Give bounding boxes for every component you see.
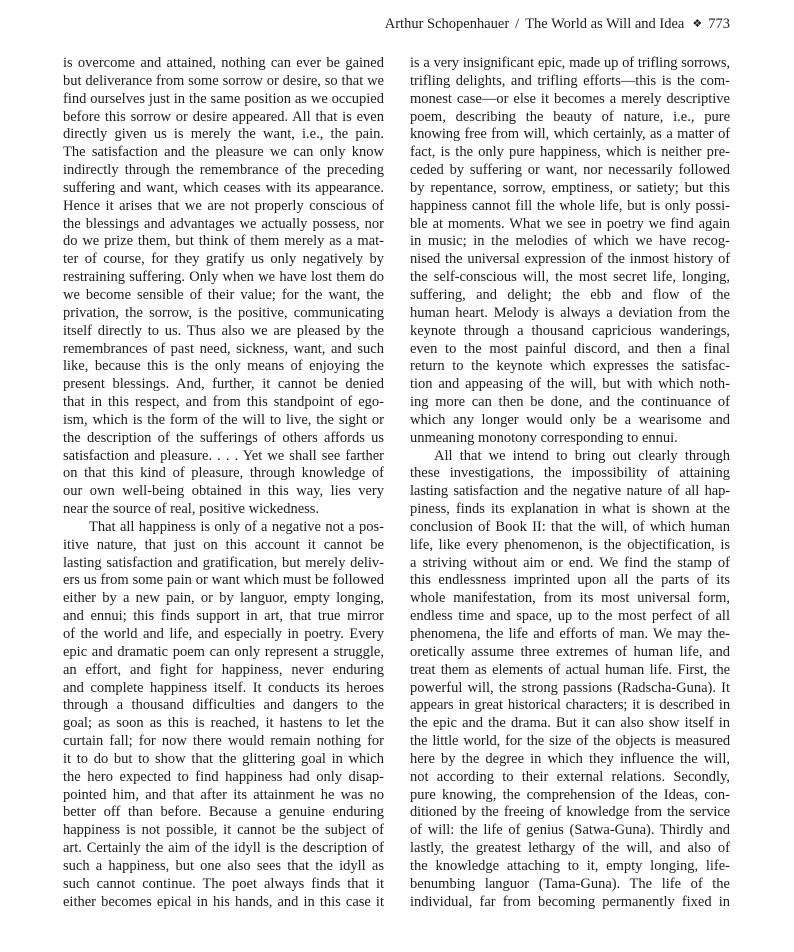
text-line: the hero expected to find happiness had only disap- [63, 768, 384, 785]
text-line: the blessings and advantages we actually possess, nor [63, 215, 384, 232]
text-line: itself directly to us. Thus also we are pleased by the [63, 322, 384, 339]
text-line: satisfaction and pleasure. . . . Yet we shall see farther [63, 447, 384, 464]
text-line: The satisfaction and the pleasure we can only know [63, 144, 384, 161]
text-line: lasting satisfaction and the negative nature of all hap- [410, 483, 730, 500]
text-line: pure knowing, the comprehension of the Ideas, con- [410, 786, 730, 803]
header-separator: / [515, 16, 520, 32]
diamond-ornament-icon: ❖ [692, 18, 703, 30]
text-line: even to the most painful discord, and then a final [410, 340, 730, 357]
text-line: is a very insignificant epic, made up of trifling sorrows, [410, 55, 730, 71]
text-line: better off than before. Because a genuine enduring [63, 804, 384, 821]
text-line: it to do but to show that the glittering goal in which [63, 750, 384, 767]
text-line: this endlessness imprinted upon all the parts of its [410, 572, 730, 589]
text-line: and ennui; this finds support in art, that true mirror [63, 608, 384, 625]
text-line: poem, describing the beauty of nature, i.e., pure [410, 108, 730, 125]
text-line: art. Certainly the aim of the idyll is the description of [63, 840, 384, 857]
text-line: by repentance, sorrow, emptiness, or satiety; but this [410, 179, 730, 196]
paragraph-start-line: All that we intend to bring out clearly through [434, 447, 730, 464]
text-line: suffering, and delight; the ebb and flow of the [410, 286, 730, 303]
text-line: remembrances of past need, sickness, want, and such [63, 340, 384, 357]
text-line: benumbing languor (Tama-Guna). The life of the [410, 875, 730, 892]
text-line: oretically assume three extremes of human life, and [410, 643, 730, 660]
text-line: either becomes epical in his hands, and in this case it [63, 893, 384, 910]
text-line: directly given us is merely the want, i.e., the pain. [63, 126, 384, 143]
text-line: indirectly through the remembrance of the preceding [63, 162, 384, 179]
text-line: our own well-being obtained in this way, lies very [63, 483, 384, 500]
text-line: appears in great historical characters; it is described in [410, 697, 730, 714]
text-line: the little world, for the size of the objects is measured [410, 733, 730, 750]
text-line: Hence it arises that we are not properly conscious of [63, 197, 384, 214]
paragraph-end-line: unmeaning monotony corresponding to ennui. [410, 429, 678, 446]
text-line: such cannot continue. The poet always finds that it [63, 875, 384, 892]
text-line: phenomena, the life and efforts of man. We may the- [410, 626, 730, 642]
header-author: Arthur Schopenhauer [384, 16, 510, 32]
text-line: lastly, the greatest lethargy of the will, and also of [410, 840, 730, 857]
text-line: monest case—or else it becomes a merely descriptive [410, 90, 730, 107]
text-line: goal; as soon as this is reached, it hastens to let the [63, 715, 384, 732]
text-line: happiness cannot fill the whole life, but is only possi- [410, 197, 730, 214]
text-line: individual, far from becoming permanently fixed in [410, 893, 730, 910]
text-line: these investigations, the impossibility of attaining [410, 465, 730, 482]
text-line: find ourselves just in the same position as we occupied [63, 90, 384, 107]
text-line: the self-conscious will, the most secret life, longing, [410, 269, 730, 286]
text-line: lasting satisfaction and gratification, but merely deliv- [63, 554, 384, 571]
page-number: 773 [708, 16, 730, 32]
text-line: on that this kind of pleasure, through knowledge of [63, 465, 384, 482]
text-line: ceded by suffering or want, nor necessarily followed [410, 162, 730, 179]
text-line: we become sensible of their value; for the want, the [63, 286, 384, 303]
text-line: the description of the sufferings of others affords us [63, 429, 384, 446]
text-line: that in this respect, and from this standpoint of ego- [63, 394, 384, 411]
header-title: The World as Will and Idea [525, 16, 685, 32]
text-line: in music; in the melodies of which we have recog- [410, 233, 730, 250]
right-text-column [410, 55, 730, 912]
text-line: keynote through a thousand capricious wanderings, [410, 322, 730, 339]
text-line: here by the degree in which they influence the will, [410, 750, 730, 767]
text-line: the knowledge attaching to it, empty longing, life- [410, 857, 730, 874]
text-line: fact, is the only pure happiness, which is neither pre- [410, 144, 730, 161]
text-line: ism, which is the form of the will to live, the sight or [63, 411, 384, 428]
text-line: itive nature, that just on this account it cannot be [63, 536, 384, 553]
text-line: privation, the sorrow, is the positive, communicating [63, 304, 384, 321]
text-line: nised the universal expression of the inmost history of [410, 251, 730, 268]
text-line: human heart. Melody is always a deviation from the [410, 304, 730, 321]
text-line: the epic and the drama. But it can also show itself in [410, 715, 730, 732]
paragraph-end-line: near the source of real, positive wickedness. [63, 501, 320, 518]
text-line: do we prize them, but think of them merely as a mat- [63, 233, 384, 250]
text-line: ing more can then be done, and the continuance of [410, 394, 730, 411]
text-line: ers us from some pain or want which must be followed [63, 572, 384, 589]
text-line: endless time and space, up to the most perfect of all [410, 608, 730, 625]
paragraph-start-line: That all happiness is only of a negative not a pos- [89, 518, 384, 535]
text-line: which any longer would only be a wearisome and [410, 411, 730, 428]
text-line: knowing free from will, which certainly, as a matter of [410, 126, 730, 143]
text-line: not according to their external relations. Secondly, [410, 768, 730, 785]
text-line: such a happiness, but one also sees that the idyll as [63, 857, 384, 874]
text-line: but deliverance from some sorrow or desire, so that we [63, 72, 384, 89]
text-line: life, like every phenomenon, is the objectification, is [410, 536, 730, 553]
text-line: suffering and want, which ceases with its appearance. [63, 179, 384, 196]
text-line: ter of course, for they gratify us only negatively by [63, 251, 384, 268]
text-line: happiness is not possible, it cannot be the subject of [63, 822, 384, 839]
text-line: return to the keynote which expresses the satisfac- [410, 358, 730, 375]
text-line: and complete happiness itself. It conducts its heroes [63, 679, 384, 696]
text-line: powerful will, the strong passions (Radscha-Guna). It [410, 679, 730, 696]
text-line: before this sorrow or desire appeared. All that is even [63, 108, 384, 125]
text-line: treat them as elements of actual human life. First, the [410, 661, 730, 678]
text-line: is overcome and attained, nothing can ever be gained [63, 55, 384, 71]
text-line: whole manifestation, from its most universal form, [410, 590, 730, 607]
text-line: tion and appeasing of the will, but with which noth- [410, 376, 730, 393]
text-line: epic and dramatic poem can only represent a struggle, [63, 643, 384, 660]
text-line: restraining suffering. Only when we have lost them do [63, 269, 384, 286]
text-line: pointed him, and that after its attainment he was no [63, 786, 384, 803]
text-line: either by a new pain, or by languor, empty longing, [63, 590, 384, 607]
left-text-column [63, 55, 384, 912]
text-line: present blessings. And, further, it cannot be denied [63, 376, 384, 393]
text-line: an effort, and fight for happiness, never enduring [63, 661, 384, 678]
text-line: conclusion of Book II: that the will, of which human [410, 518, 730, 535]
text-line: ble at moments. What we see in poetry we find again [410, 215, 730, 232]
running-header [0, 14, 730, 35]
text-line: a striving without aim or end. We find the stamp of [410, 554, 730, 571]
text-line: through a thousand difficulties and dangers to the [63, 697, 384, 714]
text-line: piness, finds its explanation in what is shown at the [410, 501, 730, 518]
text-line: ditioned by the freeing of knowledge from the service [410, 804, 730, 821]
text-line: like, because this is the only means of enjoying the [63, 358, 384, 375]
text-line: curtain fall; for now there would remain nothing for [63, 733, 384, 750]
text-line: of will: the life of genius (Satwa-Guna). Thirdly and [410, 822, 730, 839]
text-line: trifling delights, and trifling efforts—this is the com- [410, 72, 730, 89]
text-line: of the world and life, and especially in poetry. Every [63, 626, 384, 642]
